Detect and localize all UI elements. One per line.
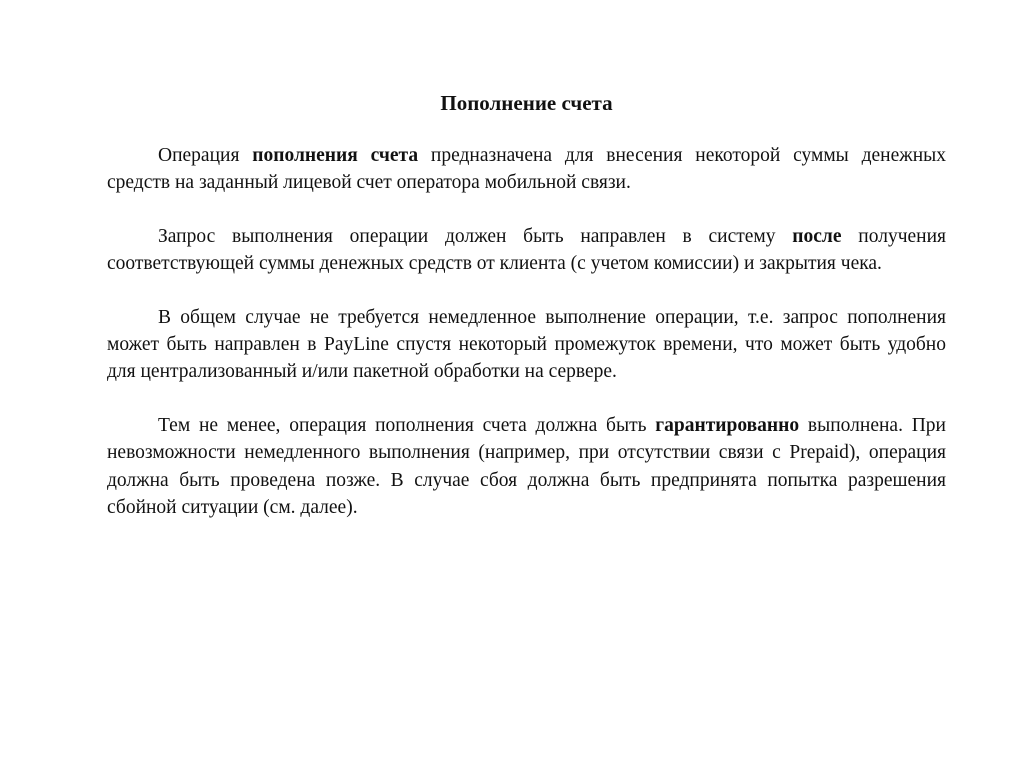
emphasis-text: гарантированно	[655, 414, 800, 436]
paragraph-deferred-processing	[107, 304, 946, 386]
paragraph-text: Запрос выполнения операции должен быть направлен в систему	[158, 225, 793, 247]
paragraph-text: предназначена для внесения некоторой суммы денежных средств на заданный лицевой счет оператора мобильной связи.	[107, 145, 946, 194]
document-title: Пополнение счета	[440, 91, 613, 115]
paragraph-text: Тем не менее, операция пополнения счета должна быть	[158, 414, 656, 436]
paragraph-text: выполнена. При невозможности немедленного выполнения (например, при отсутствии связи с Prepaid), операция должна быть проведена позже. В случае сбоя должна быть предпринята попытка разрешения сбойной ситуации (см. далее).	[107, 414, 946, 519]
paragraph-text: Операция	[158, 145, 253, 166]
paragraph-purpose	[107, 142, 946, 197]
document-page	[107, 88, 946, 547]
paragraph-request-timing	[107, 223, 946, 278]
paragraph-guaranteed-execution	[107, 412, 946, 522]
paragraph-text: получения соответствующей суммы денежных средств от клиента (с учетом комиссии) и закрытия чека.	[107, 225, 946, 275]
paragraph-text: В общем случае не требуется немедленное выполнение операции, т.е. запрос пополнения может быть направлен в PayLine спустя некоторый промежуток времени, что может быть удобно для централизованный и/или пакетной обработки на сервере.	[107, 306, 946, 383]
emphasis-text: пополнения счета	[252, 145, 419, 166]
emphasis-text: после	[792, 225, 842, 247]
